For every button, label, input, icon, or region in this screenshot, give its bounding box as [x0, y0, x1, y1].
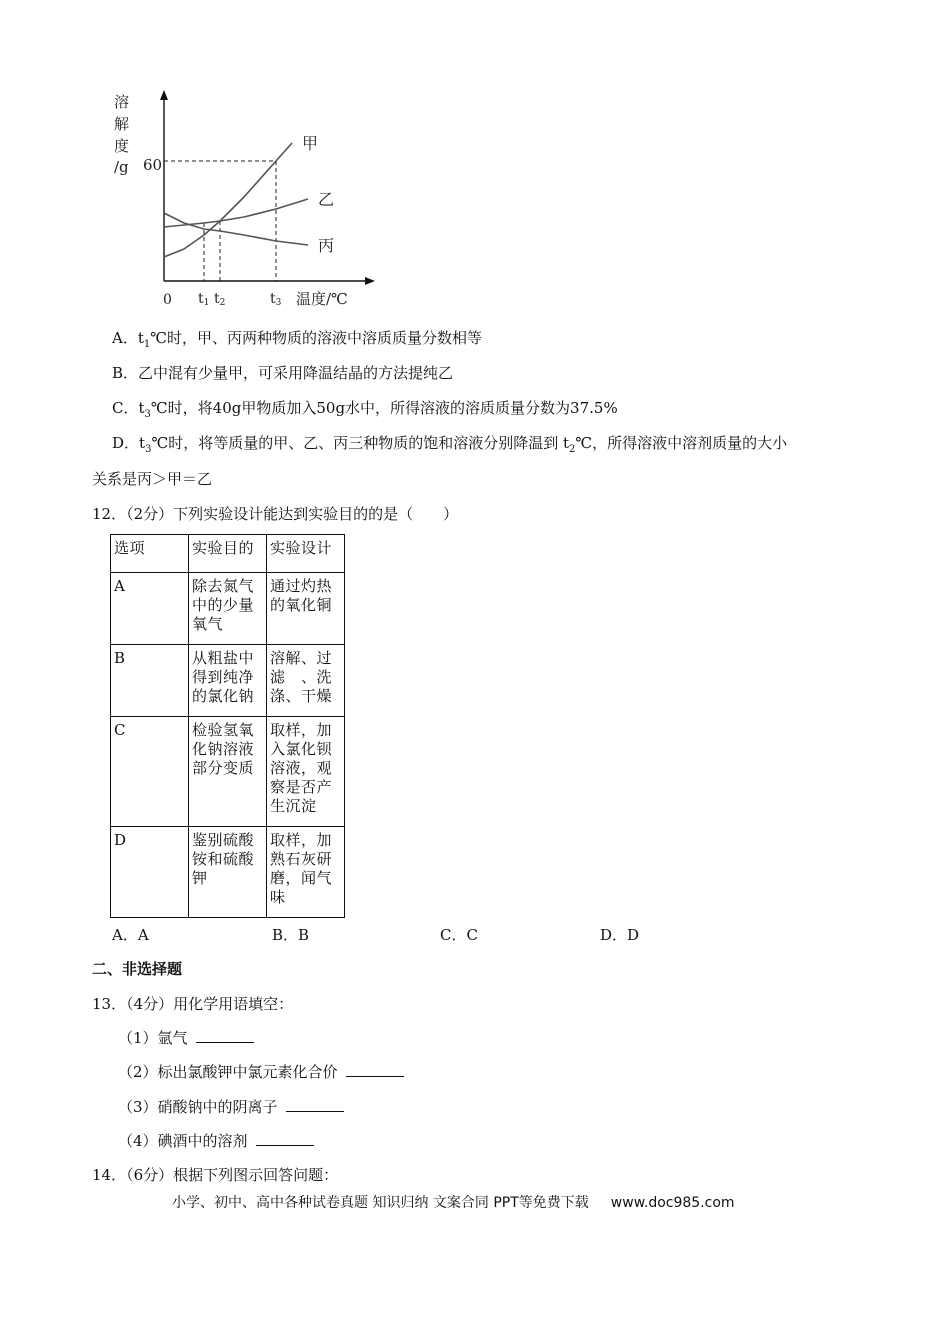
table-cell-purpose: 除去氮气 中的少量 氧气 — [189, 573, 267, 645]
q12-choice-b: B．B — [272, 926, 310, 944]
table-header: 实验目的 — [189, 535, 267, 573]
table-cell-design: 取样，加 熟石灰研 磨，闻气 味 — [267, 827, 345, 918]
table-cell-option: A — [111, 573, 189, 645]
answer-blank[interactable] — [346, 1062, 404, 1077]
ylabel-char: 解 — [114, 115, 130, 133]
table-cell-design: 通过灼热 的氧化铜 — [267, 573, 345, 645]
q11-option-c: C．$t_3℃$时，将40g甲物质加入50g水中，所得溶液的溶质质量分数为37.5% — [112, 399, 618, 420]
q13-item: （2）标出氯酸钾中氯元素化合价 — [118, 1062, 404, 1082]
table-cell-option: C — [111, 717, 189, 827]
q11-option-b: B．乙中混有少量甲，可采用降温结晶的方法提纯乙 — [112, 364, 454, 382]
table-row — [111, 573, 345, 645]
table-row — [111, 645, 345, 717]
origin-label: 0 — [163, 292, 172, 308]
footer-url[interactable]: www.doc985.com — [610, 1195, 735, 1211]
table-header-row — [111, 535, 345, 573]
section-heading: 二、非选择题 — [92, 960, 183, 978]
q14-stem: 14．（6分）根据下列图示回答问题： — [92, 1166, 339, 1184]
table-header: 实验设计 — [267, 535, 345, 573]
q12-choice-c: C．C — [440, 926, 478, 944]
table-cell-purpose: 检验氢氧 化钠溶液 部分变质 — [189, 717, 267, 827]
q11-option-d: D．$t_3℃$时，将等质量的甲、乙、丙三种物质的饱和溶液分别降温到 $t_2℃$，所得溶液中溶剂质量的大小 — [112, 434, 788, 455]
answer-blank[interactable] — [286, 1097, 344, 1112]
q13-item: （4）碘酒中的溶剂 — [118, 1131, 314, 1151]
q12-stem: 12．（2分）下列实验设计能达到实验目的的是（ ） — [92, 505, 459, 523]
page-footer — [172, 1192, 735, 1212]
table-row — [111, 827, 345, 918]
table-cell-option: B — [111, 645, 189, 717]
chart-plot-layer — [164, 134, 334, 308]
experiment-table — [110, 534, 345, 918]
table-cell-option: D — [111, 827, 189, 918]
ylabel-char: /g — [114, 158, 129, 176]
answer-blank[interactable] — [196, 1028, 254, 1043]
table-cell-purpose: 从粗盐中 得到纯净 的氯化钠 — [189, 645, 267, 717]
solubility-chart — [100, 85, 390, 315]
y-tick-label: 60 — [143, 156, 163, 174]
table-cell-purpose: 鉴别硫酸 铵和硫酸 钾 — [189, 827, 267, 918]
q11-option-d-continued: 关系是丙＞甲＝乙 — [92, 470, 213, 488]
x-tick-label: t3 — [270, 291, 282, 308]
x-axis-arrow — [365, 277, 375, 285]
series-label: 乙 — [318, 190, 335, 209]
table-cell-design: 溶解、过 滤 、洗 涤、干燥 — [267, 645, 345, 717]
answer-blank[interactable] — [256, 1131, 314, 1146]
footer-text: 小学、初中、高中各种试卷真题 知识归纳 文案合同 PPT等免费下载 — [172, 1195, 589, 1211]
x-tick-label: t1 — [198, 291, 210, 308]
q11-option-a: A．$t_1℃$时，甲、丙两种物质的溶液中溶质质量分数相等 — [112, 329, 483, 350]
q13-stem: 13．（4分）用化学用语填空： — [92, 995, 294, 1013]
table-header: 选项 — [111, 535, 189, 573]
series-label: 丙 — [318, 236, 335, 255]
q12-choice-a: A．A — [112, 926, 149, 944]
series-label: 甲 — [302, 134, 319, 153]
q12-choice-d: D．D — [600, 926, 640, 944]
y-axis-label — [114, 93, 129, 176]
q13-item: （1）氩气 — [118, 1028, 254, 1048]
q13-item: （3）硝酸钠中的阴离子 — [118, 1097, 344, 1117]
table-row — [111, 717, 345, 827]
y-axis-arrow — [160, 90, 168, 100]
x-axis-label: 温度/℃ — [296, 290, 348, 308]
x-tick-label: t2 — [214, 291, 226, 308]
table-cell-design: 取样，加 入氯化钡 溶液，观 察是否产 生沉淀 — [267, 717, 345, 827]
ylabel-char: 度 — [114, 137, 130, 155]
ylabel-char: 溶 — [114, 93, 130, 111]
